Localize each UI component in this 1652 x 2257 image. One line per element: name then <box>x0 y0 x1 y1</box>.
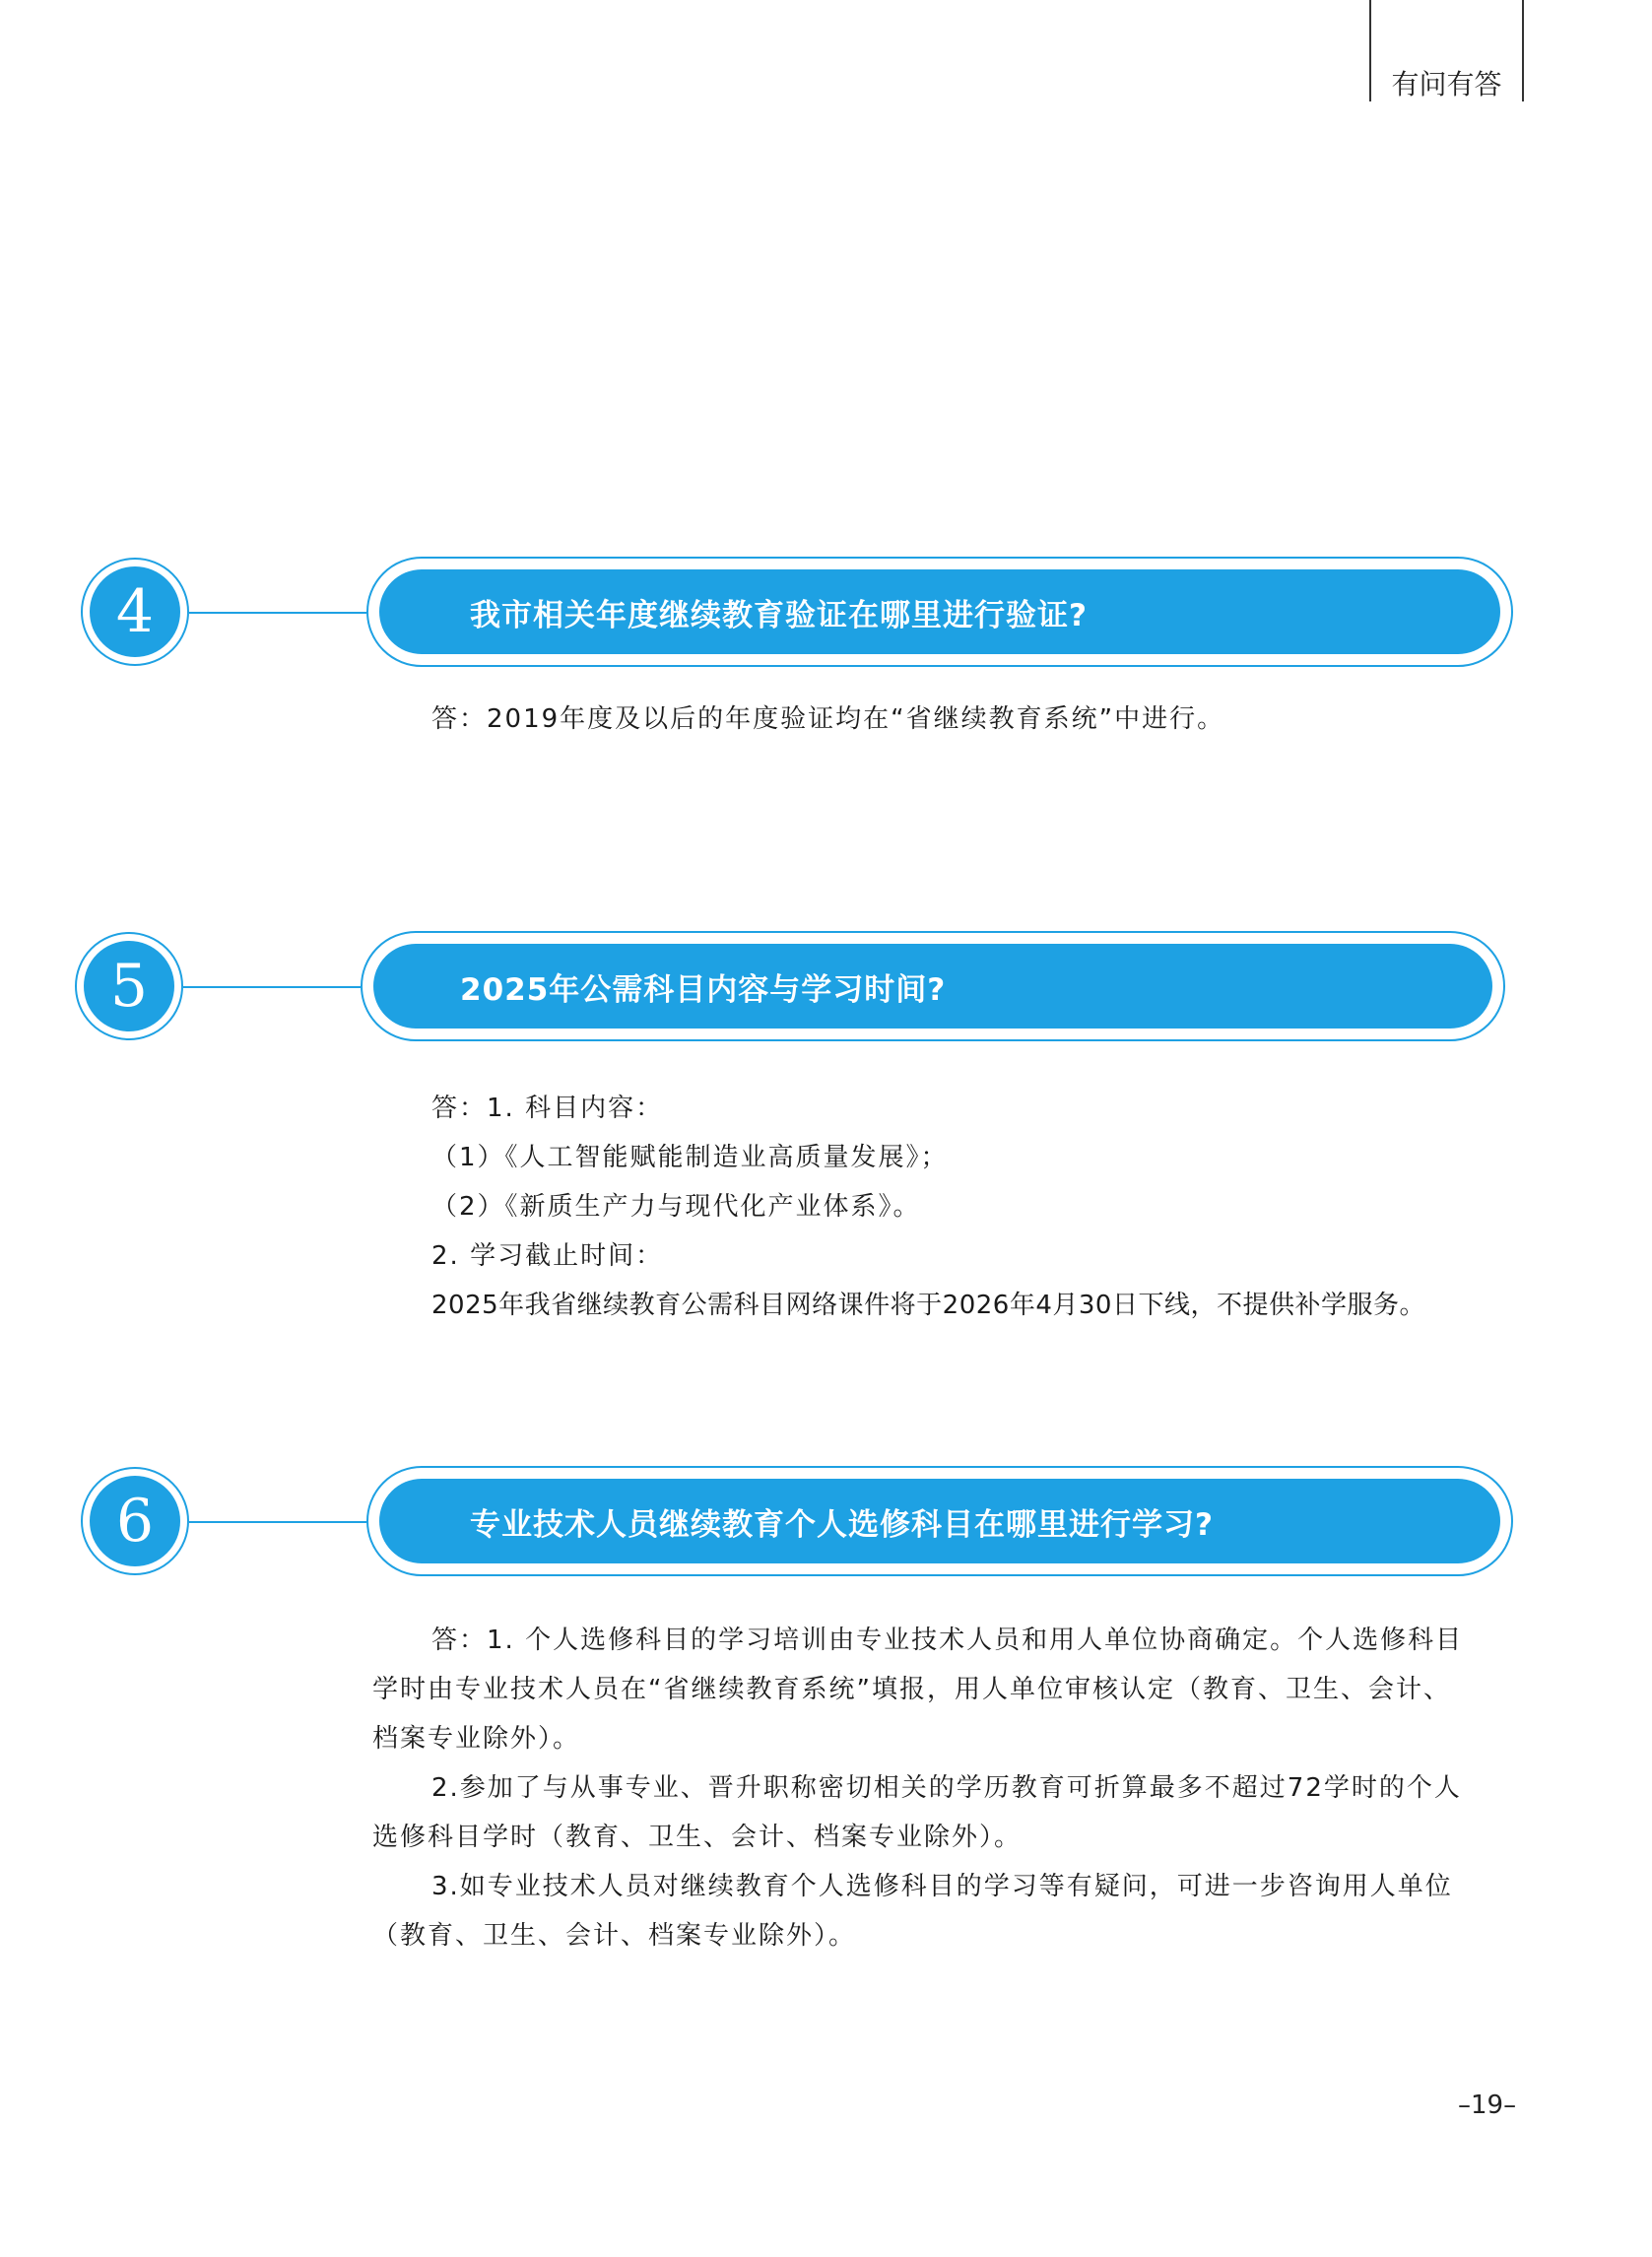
question-number: 4 <box>90 566 180 657</box>
question-block-4 <box>0 557 1652 675</box>
section-header <box>1369 0 1524 101</box>
question-title: 专业技术人员继续教育个人选修科目在哪里进行学习? <box>379 1479 1500 1563</box>
answer-line: 答：2019年度及以后的年度验证均在“省继续教育系统”中进行。 <box>431 704 1225 734</box>
question-number-badge <box>81 558 189 666</box>
answer-5 <box>431 1084 1525 1330</box>
question-number-badge <box>75 932 183 1040</box>
answer-6 <box>372 1616 1478 1960</box>
page-number: –19– <box>1458 2091 1517 2120</box>
answer-paragraph: 2.参加了与从事专业、晋升职称密切相关的学历教育可折算最多不超过72学时的个人选修科目学时（教育、卫生、会计、档案专业除外）。 <box>372 1773 1462 1852</box>
section-title: 有问有答 <box>1391 68 1502 100</box>
answer-line: （2）《新质生产力与现代化产业体系》。 <box>431 1192 921 1222</box>
question-title-banner <box>366 557 1513 667</box>
answer-line: 答：1. 科目内容： <box>431 1094 664 1123</box>
question-block-5 <box>0 931 1652 1049</box>
question-title-banner <box>361 931 1505 1041</box>
question-number: 6 <box>90 1476 180 1566</box>
question-number-badge <box>81 1467 189 1575</box>
answer-paragraph: 3.如专业技术人员对继续教育个人选修科目的学习等有疑问，可进一步咨询用人单位（教育、卫生、会计、档案专业除外）。 <box>372 1872 1453 1951</box>
question-number: 5 <box>84 941 174 1031</box>
question-block-6 <box>0 1466 1652 1584</box>
question-title: 2025年公需科目内容与学习时间? <box>373 944 1492 1029</box>
answer-paragraph: 答：1. 个人选修科目的学习培训由专业技术人员和用人单位协商确定。个人选修科目学时由专业技术人员在“省继续教育系统”填报，用人单位审核认定（教育、卫生、会计、档案专业除外）。 <box>372 1626 1464 1754</box>
connector-line <box>189 612 366 614</box>
answer-4 <box>431 695 1495 744</box>
question-title-banner <box>366 1466 1513 1576</box>
answer-line: （1）《人工智能赋能制造业高质量发展》； <box>431 1143 949 1172</box>
answer-line: 2025年我省继续教育公需科目网络课件将于2026年4月30日下线，不提供补学服务。 <box>431 1291 1425 1320</box>
answer-line: 2. 学习截止时间： <box>431 1241 664 1271</box>
connector-line <box>189 1521 366 1523</box>
question-title: 我市相关年度继续教育验证在哪里进行验证? <box>379 569 1500 654</box>
connector-line <box>183 986 361 988</box>
